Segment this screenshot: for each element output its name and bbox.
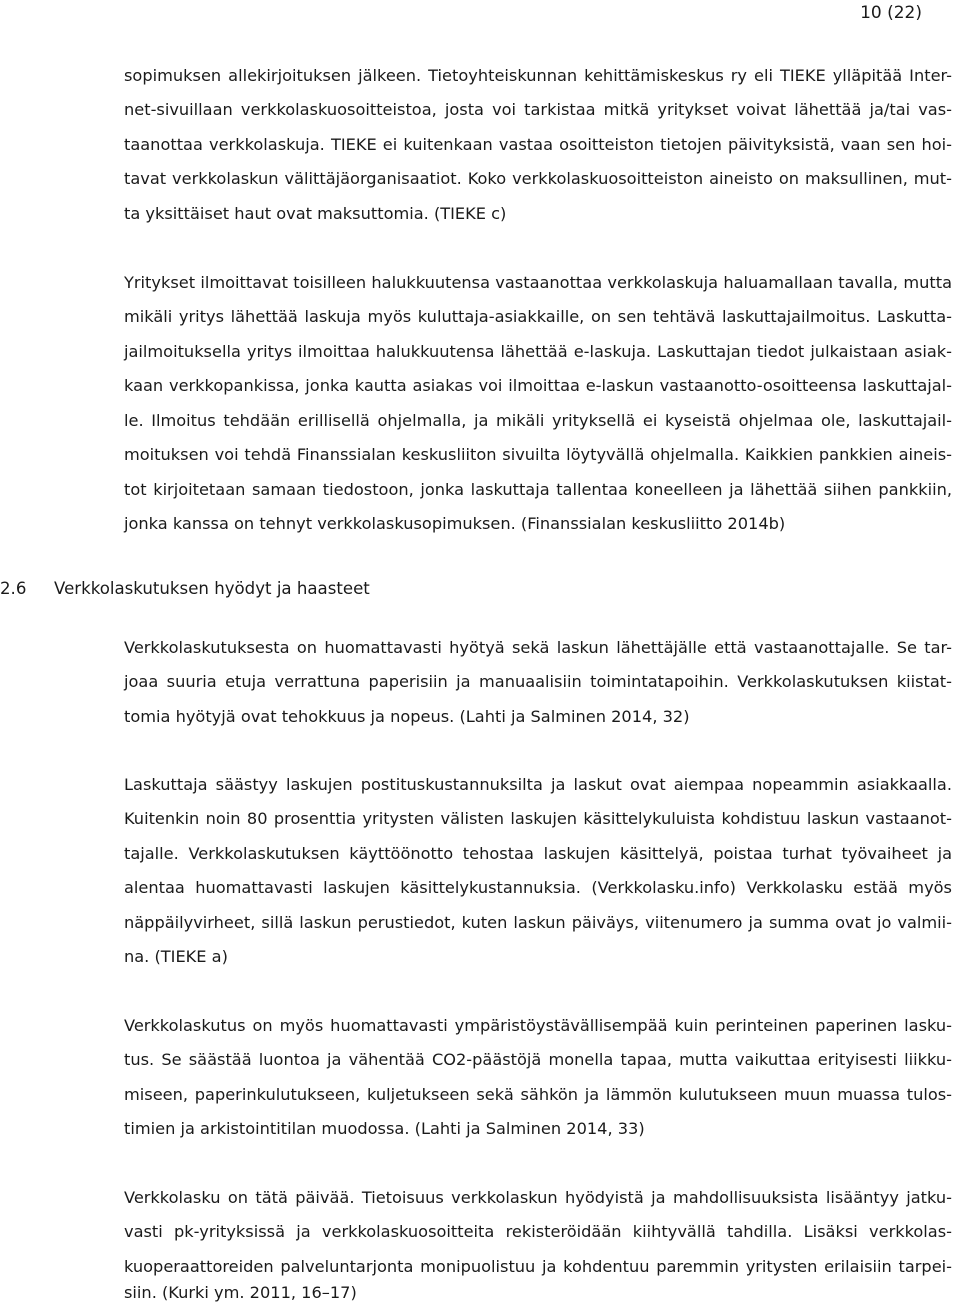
text-line: Verkkolasku on tätä päivää. Tietoisuus verkkolaskun hyödyistä ja mahdollisuuksista lisääntyy jatku- [124,1188,952,1207]
text-line: tavat verkkolaskun välittäjäorganisaatiot. Koko verkkolaskuosoitteiston aineisto on maksullinen, mut- [124,169,952,188]
text-line: Verkkolaskutuksesta on huomattavasti hyötyä sekä laskun lähettäjälle että vastaanottajalle. Se tar- [124,638,952,657]
text-line: tomia hyötyjä ovat tehokkuus ja nopeus. (Lahti ja Salminen 2014, 32) [124,707,690,726]
text-line: sopimuksen allekirjoituksen jälkeen. Tietoyhteiskunnan kehittämiskeskus ry eli TIEKE ylläpitää Inter- [124,66,952,85]
text-line: Kuitenkin noin 80 prosenttia yritysten välisten laskujen käsittelykuluista kohdistuu laskun vastaanot- [124,809,952,828]
text-line: näppäilyvirheet, sillä laskun perustiedot, kuten laskun päiväys, viitenumero ja summa ovat jo valmii- [124,913,952,932]
text-line: mikäli yritys lähettää laskuja myös kuluttaja-asiakkaille, on sen tehtävä laskuttajailmoitus. Laskutta- [124,307,952,326]
text-line: jonka kanssa on tehnyt verkkolaskusopimuksen. (Finanssialan keskusliitto 2014b) [124,514,786,533]
text-line: jailmoituksella yritys ilmoittaa halukkuutensa lähettää e-laskuja. Laskuttajan tiedot julkaistaan asiak- [124,342,952,361]
section-heading [0,578,370,600]
text-line: tus. Se säästää luontoa ja vähentää CO2-päästöjä monella tapaa, mutta vaikuttaa erityisesti liikku- [124,1050,952,1069]
text-line: alentaa huomattavasti laskujen käsittelykustannuksia. (Verkkolasku.info) Verkkolasku estää myös [124,878,952,897]
text-line: kaan verkkopankissa, jonka kautta asiakas voi ilmoittaa e-laskun vastaanotto-osoitteensa laskuttajal- [124,376,952,395]
section-number: 2.6 [0,579,27,598]
text-line: miseen, paperinkulutukseen, kuljetukseen sekä sähkön ja lämmön kulutukseen muun muassa tulos- [124,1085,952,1104]
text-line: joaa suuria etuja verrattuna paperisiin ja manuaalisiin toimintatapoihin. Verkkolaskutuksen kiistat- [124,672,952,691]
text-line: Yritykset ilmoittavat toisilleen halukkuutensa vastaanottaa verkkolaskuja haluamallaan tavalla, mutta [124,273,952,292]
text-line: Laskuttaja säästyy laskujen postituskustannuksilta ja laskut ovat aiempaa nopeammin asiakkaalla. [124,775,952,794]
text-line: net-sivuillaan verkkolaskuosoitteistoa, josta voi tarkistaa mitkä yritykset voivat lähettää ja/tai vas- [124,100,952,119]
text-line: vasti pk-yrityksissä ja verkkolaskuosoitteita rekisteröidään kiihtyvällä tahdilla. Lisäksi verkkolas- [124,1222,952,1241]
text-line: kuoperaattoreiden palveluntarjonta monipuolistuu ja kohdentuu paremmin yritysten erilaisiin tarpei- [124,1257,952,1276]
text-line: le. Ilmoitus tehdään erillisellä ohjelmalla, ja mikäli yrityksellä ei kyseistä ohjelmaa ole, laskuttajail- [124,411,952,430]
text-line: taanottaa verkkolaskuja. TIEKE ei kuitenkaan vastaa osoitteiston tietojen päivityksistä, vaan sen hoi- [124,135,952,154]
text-line: tot kirjoitetaan samaan tiedostoon, jonka laskuttaja tallentaa koneelleen ja lähettää siihen pankkiin, [124,480,952,499]
page-number: 10 (22) [860,3,922,23]
text-line: Verkkolaskutus on myös huomattavasti ympäristöystävällisempää kuin perinteinen paperinen lasku- [124,1016,952,1035]
text-line: moituksen voi tehdä Finanssialan keskusliiton sivuilta löytyvällä ohjelmalla. Kaikkien pankkien aineis- [124,445,952,464]
section-title: Verkkolaskutuksen hyödyt ja haasteet [54,579,370,598]
text-line: siin. (Kurki ym. 2011, 16–17) [124,1283,357,1302]
text-line: na. (TIEKE a) [124,947,228,966]
text-line: ta yksittäiset haut ovat maksuttomia. (TIEKE c) [124,204,507,223]
text-line: tajalle. Verkkolaskutuksen käyttöönotto tehostaa laskujen käsittelyä, poistaa turhat työvaiheet ja [124,844,952,863]
text-line: timien ja arkistointitilan muodossa. (Lahti ja Salminen 2014, 33) [124,1119,645,1138]
